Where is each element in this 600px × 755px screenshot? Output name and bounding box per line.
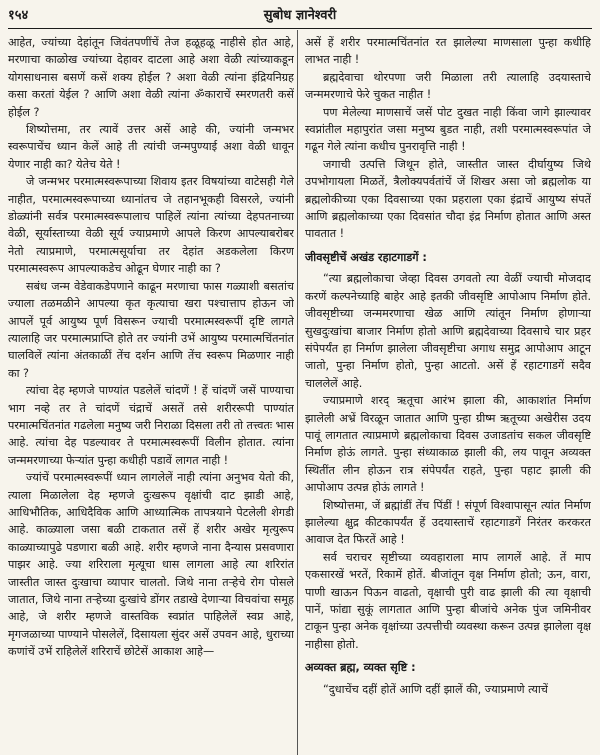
paragraph: ज्यांचें परमात्मस्वरूपीं ध्यान लागलेलें नाही त्यांना अनुभव येतो की, त्याला मिळालेला देह म्हणजे दुःखरूप वृक्षांची दाट झाडी आहे, आधिभौतिक, आधिदैविक आणि आध्यात्मिक तापत्रयाने पेटलेली शेगडी आहे. काळ्याला जसा बळी टाकतात तसें हें शरीर अखेर मृत्युरूप काळ्याच्यापुढे पडणारा बळी आहे. शरीर म्हणजे नाना दैन्यास प्रसवणारा पाझर आहे. ज्या शरिराला मृत्यूचा धास लागला आहे त्या शरिरांत जास्तीत जास्त दुःखाचा व्यापार चालतो. जिथे नाना तऱ्हेचे रोग पोसले जातात, जिथे नाना तऱ्हेच्या दुःखांचे डोंगर तडाखे देणाऱ्या विचवांचा समूह आहे, जे शरीर म्हणजे वास्तविक स्वप्नांत पाहिलेलें स्वप्न आहे, मृगजळाच्या पाण्याने पोसलेलें, दिसायला सुंदर असें उपवन आहे, धुराच्या कणांचें उभें राहिलेलें शरिराचें छोटेसें आकाश आहे—	[8, 471, 294, 659]
paragraph: असें हें शरीर परमात्मचिंतनांत रत झालेल्या माणसाला पुन्हा कधीहि लाभत नाही !	[305, 36, 591, 67]
paragraph: आहेत, ज्यांच्या देहांतून जिवंतपणींचें तेज हळूहळू नाहीसे होत आहे, मरणाचा काळोख ज्यांच्या देहावर दाटला आहे अशा वेळी त्यांच्याकडून योगसाधनास बसणें कसें शक्य होईल ? अशा वेळी त्यांना इंद्रियनिग्रह कसा करतां येईल ? आणि अशा वेळी त्यांना ॐकाराचें स्मरणतरी कसें होईल ?	[8, 36, 294, 119]
section-heading: अव्यक्त ब्रह्म, व्यक्त सृष्टि :	[305, 661, 416, 675]
paragraph: जगाची उत्पत्ति जिथून होते, जास्तीत जास्त दीर्घायुष्य जिथे उपभोगायला मिळतें, त्रैलोक्यपर्वतांचें जें शिखर असा जो ब्रह्मलोक या ब्रह्मलोकीच्या एका दिवसाच्या एका प्रहराला एका इंद्राचें आयुष्य संपतें आणि ब्रह्मलोकाच्या एका दिवसांत चौदा इंद्र निर्माण होतात आणि अस्त पावतात !	[305, 157, 591, 241]
paragraph: ब्रह्मदेवाचा थोरपणा जरी मिळाला तरी त्यालाहि उदयास्ताचे जन्ममरणाचे फेरे चुकत नाहीत !	[305, 70, 591, 102]
paragraph: जे जन्मभर परमात्मस्वरूपाच्या शिवाय इतर विषयांच्या वाटेसही गेले नाहीत, परमात्मस्वरूपाच्या ध्यानांतच जे तहानभूकही विसरले, ज्यांनी डोळ्यांनी सर्वत्र परमात्मस्वरूपालाच पाहिलें त्यांना त्यांच्या देहपतनाच्या वेळी, सूर्यास्ताच्या वेळी सूर्य ज्याप्रमाणे आपले किरण आपल्याबरोबर नेतो त्याप्रमाणे, परमात्मसूर्याचा तर देहांत अडकलेला किरण परमात्मस्वरूप आपल्याकडेच ओढून घेणार नाही का ?	[8, 175, 294, 276]
right-column	[305, 34, 591, 753]
left-column	[8, 34, 294, 753]
paragraph: शिष्योत्तमा, जें ब्रह्मांडीं तेंच पिंडीं ! संपूर्ण विश्वापासून त्यांत निर्माण झालेल्या क्षुद्र कीटकापर्यंत हें उदयास्ताचें रहाटगाडगें निरंतर करकरत आवाज देत फिरतें आहे !	[305, 498, 591, 547]
paragraph: पण मेलेल्या माणसाचें जसें पोट दुखत नाही किंवा जागे झाल्यावर स्वप्नांतील महापुरांत जसा मनुष्य बुडत नाही, तशी परमात्मस्वरूपांत जे गढून गेले त्यांना कधीच पुनरावृत्ति नाही !	[305, 105, 591, 154]
page-header	[8, 0, 592, 29]
column-divider	[297, 30, 298, 755]
paragraph: सबंध जन्म वेडेवाकडेपणाने काढून मरणाचा फास गळ्याशी बसतांच ज्याला तळमळीने आपल्या कृत कृत्याचा खरा पश्चात्ताप होऊन जो आपलें पूर्व आयुष्य पूर्ण विसरून ज्याची परमात्मस्वरूपीं दृष्टि लागते त्यालाहि जर परमात्मप्राप्ति होते तर ज्यांनी उभें आयुष्य परमात्मचिंतनांत घालविलें त्यांना अंतकाळीं तेंच दर्शन आणि तेंच स्वरूप मिळणार नाही का ?	[8, 279, 294, 380]
paragraph: “दुधाचेंच दहीं होतें आणि दहीं झालें की, ज्याप्रमाणे त्याचें	[323, 682, 548, 696]
paragraph: सर्व चराचर सृष्टीच्या व्यवहाराला माप लागलें आहे. तें माप एकसारखें भरतें, रिकामें होतें. बीजांतून वृक्ष निर्माण होतो; ऊन, वारा, पाणी खाऊन पिऊन वाढतो, वृक्षाची पुरी वाढ झाली की त्या वृक्षाची पानें, फांद्या सुकूं लागतात आणि पुन्हा बीजांचे अनेक पुंज जमिनीवर टाकून पुन्हा अनेक वृक्षांच्या उत्पत्तीची व्यवस्था करून उत्पन्न झालेला वृक्ष नाहीसा होतो.	[305, 550, 591, 651]
paragraph: त्यांचा देह म्हणजे पाण्यांत पडलेलें चांदणें ! हें चांदणें जसें पाण्याचा भाग नव्हे तर ते चांदणें चंद्राचें असतें तसे शरीररूपी पाण्यांत परमात्मचिंतनांत गढलेला मनुष्य जरी निराळा दिसला तरी तो तत्त्वतः भास आहे. त्यांचा देह पडल्यावर ते परमात्मस्वरूपीं विलीन होतात. त्यांना जन्ममरणाच्या फेऱ्यांत पुन्हा कधीही पडावें लागत नाही !	[8, 384, 294, 467]
section-heading: जीवसृष्टीचें अखंड रहाटगाडगें :	[305, 250, 427, 264]
book-title: सुबोध ज्ञानेश्वरी	[263, 8, 337, 23]
page-number: १५४	[8, 8, 29, 23]
paragraph: शिष्योत्तमा, तर त्यावें उत्तर असें आहे की, ज्यांनी जन्मभर स्वरूपाचेंच ध्यान केलें आहे ती त्यांची जन्मपुण्याई अशा वेळी धावून येणार नाही का? येतेच येते !	[8, 123, 294, 171]
paragraph: “त्या ब्रह्मलोकाचा जेव्हा दिवस उगवतो त्या वेळीं ज्याची मोजदाद करणें कल्पनेच्याहि बाहेर आहे इतकी जीवसृष्टि आपोआप निर्माण होते. जीवसृष्टीच्या जन्ममरणाचा खेळ आणि त्यांतून निर्माण होणाऱ्या सुखदुःखांचा बाजार निर्माण होतो आणि ब्रह्मदेवाच्या दिवसाचे चार प्रहर संपेपर्यंत हा निर्माण झालेला जीवसृष्टीचा अगाध समुद्र आपोआप आटून जातो, पुन्हा निर्माण होतो, पुन्हा आटतो. असें हें रहाटगाडगें सदैव चाललेलें आहे.	[305, 272, 591, 390]
paragraph: ज्याप्रमाणे शरद् ऋतूचा आरंभ झाला की, आकाशांत निर्माण झालेली अभ्रें विरळून जातात आणि पुन्हा ग्रीष्म ऋतूच्या अखेरीस उदय पावूं लागतात त्याप्रमाणे ब्रह्मलोकाचा दिवस उजाडतांच सकल जीवसृष्टि निर्माण होऊं लागते. पुन्हा संध्याकाळ झाली की, लय पावून अव्यक्त स्थितींत लीन होऊन रात्र संपेपर्यंत राहते, पुन्हा पहाट झाली की आपोआप उत्पन्न होऊं लागते !	[305, 394, 591, 495]
